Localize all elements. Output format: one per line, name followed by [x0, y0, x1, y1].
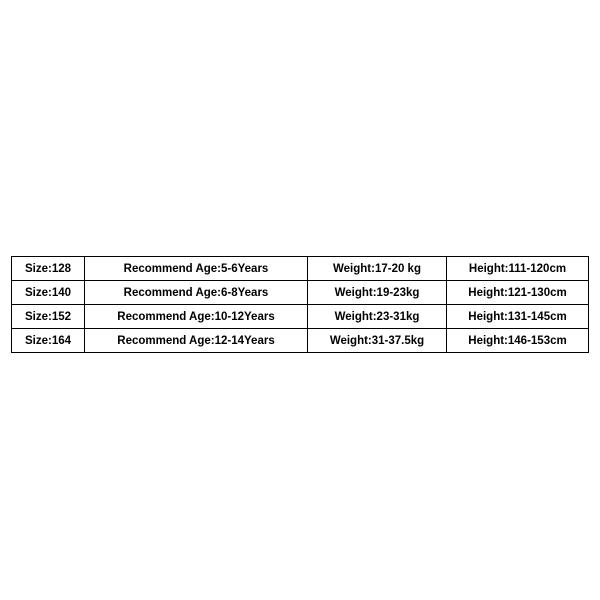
size-cell: Size:140: [12, 281, 85, 305]
table-row: [12, 329, 589, 353]
weight-cell: Weight:31-37.5kg: [308, 329, 447, 353]
height-cell: Height:111-120cm: [447, 257, 589, 281]
height-cell: Height:121-130cm: [447, 281, 589, 305]
height-cell: Height:146-153cm: [447, 329, 589, 353]
weight-cell: Weight:17-20 kg: [308, 257, 447, 281]
table-row: [12, 257, 589, 281]
weight-cell: Weight:23-31kg: [308, 305, 447, 329]
size-cell: Size:128: [12, 257, 85, 281]
recommend-age-cell: Recommend Age:10-12Years: [85, 305, 308, 329]
recommend-age-cell: Recommend Age:12-14Years: [85, 329, 308, 353]
height-cell: Height:131-145cm: [447, 305, 589, 329]
recommend-age-cell: Recommend Age:6-8Years: [85, 281, 308, 305]
size-cell: Size:164: [12, 329, 85, 353]
size-cell: Size:152: [12, 305, 85, 329]
recommend-age-cell: Recommend Age:5-6Years: [85, 257, 308, 281]
weight-cell: Weight:19-23kg: [308, 281, 447, 305]
table-row: [12, 305, 589, 329]
size-chart-table: [11, 256, 589, 353]
table-row: [12, 281, 589, 305]
